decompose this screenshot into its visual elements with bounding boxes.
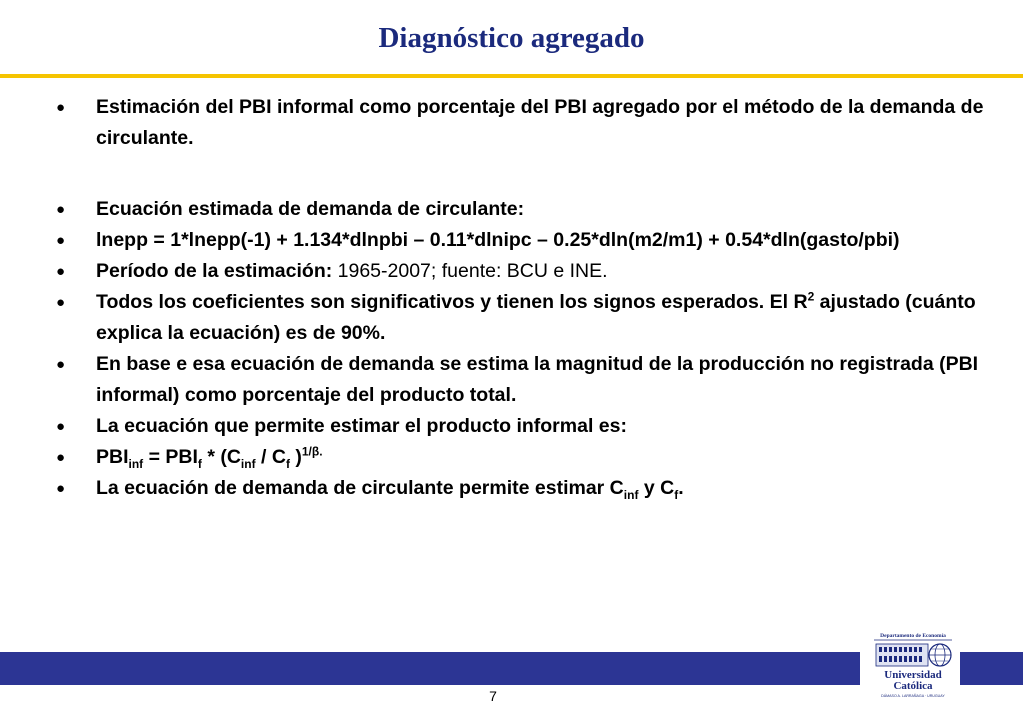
bullet-item: [0, 287, 1000, 349]
bullet-text: .: [678, 477, 684, 499]
superscript: 1/β.: [301, 444, 323, 459]
bullet-text: lnepp = 1*lnepp(-1) + 1.134*dlnpbi – 0.11*dlnipc – 0.25*dln(m2/m1) + 0.54*dln(gasto/pbi): [96, 229, 900, 251]
bullet-text: y C: [638, 477, 675, 499]
formula-part: = PBI: [143, 446, 198, 468]
bullet-dot-icon: ●: [56, 99, 66, 116]
subscript: inf: [128, 456, 144, 471]
bullet-dot-icon: ●: [56, 294, 66, 311]
subscript: f: [197, 456, 202, 471]
bullet-text: Estimación del PBI informal como porcentaje del PBI agregado por el método de la demanda de circulante.: [96, 96, 984, 149]
title-divider: [0, 74, 1023, 78]
bullet-dot-icon: ●: [56, 232, 66, 249]
formula: [96, 444, 323, 471]
bullet-text: Período de la estimación:: [96, 260, 333, 282]
formula-part: * (C: [201, 446, 241, 468]
bullet-text: La ecuación que permite estimar el producto informal es:: [96, 415, 627, 437]
logo-dept-text: Departamento de Economía: [880, 633, 946, 639]
bullet-text: La ecuación de demanda de circulante permite estimar C: [96, 477, 624, 499]
bullet-text: Ecuación estimada de demanda de circulante:: [96, 198, 525, 220]
logo-motto: DÁMASO A. LARRAÑAGA · URUGUAY: [881, 694, 945, 698]
subscript: f: [285, 456, 290, 471]
footer-band-right: [960, 652, 1023, 685]
slide-title: Diagnóstico agregado: [378, 22, 645, 54]
bullet-text: Todos los coeficientes son significativos y tienen los signos esperados. El R: [96, 291, 808, 313]
subscript: inf: [623, 487, 639, 502]
bullet-item: [0, 411, 1000, 442]
subscript: inf: [240, 456, 256, 471]
bullet-list: [0, 92, 1000, 504]
subscript: f: [674, 487, 679, 502]
logo-line2: Católica: [893, 680, 933, 692]
formula-part: / C: [255, 446, 286, 468]
bullet-item: [0, 194, 1000, 225]
bullet-dot-icon: ●: [56, 201, 66, 218]
page-number: 7: [489, 688, 497, 704]
logo-line1: Universidad: [884, 669, 942, 681]
bullet-dot-icon: ●: [56, 449, 66, 466]
bullet-dot-icon: ●: [56, 356, 66, 373]
bullet-text-plain: 1965-2007; fuente: BCU e INE.: [332, 260, 608, 282]
bullet-item: [0, 442, 1000, 473]
bullet-item: [0, 225, 1000, 256]
bullet-item: [0, 473, 1000, 504]
bullet-text: ajustado (cuánto explica la ecuación) es de 90%.: [96, 291, 976, 344]
bullet-item: [0, 256, 1000, 287]
formula-part: PBI: [96, 446, 129, 468]
bullet-item: [0, 349, 1000, 411]
formula-part: ): [289, 446, 302, 468]
bullet-dot-icon: ●: [56, 263, 66, 280]
bullet-text: En base e esa ecuación de demanda se estima la magnitud de la producción no registrada (PBI informal) como porcentaje del producto total.: [96, 353, 979, 406]
bullet-item: [0, 92, 1000, 154]
bullet-dot-icon: ●: [56, 480, 66, 497]
superscript: 2: [807, 289, 815, 304]
university-logo: [870, 630, 956, 702]
bullet-dot-icon: ●: [56, 418, 66, 435]
footer-band: [0, 652, 860, 685]
